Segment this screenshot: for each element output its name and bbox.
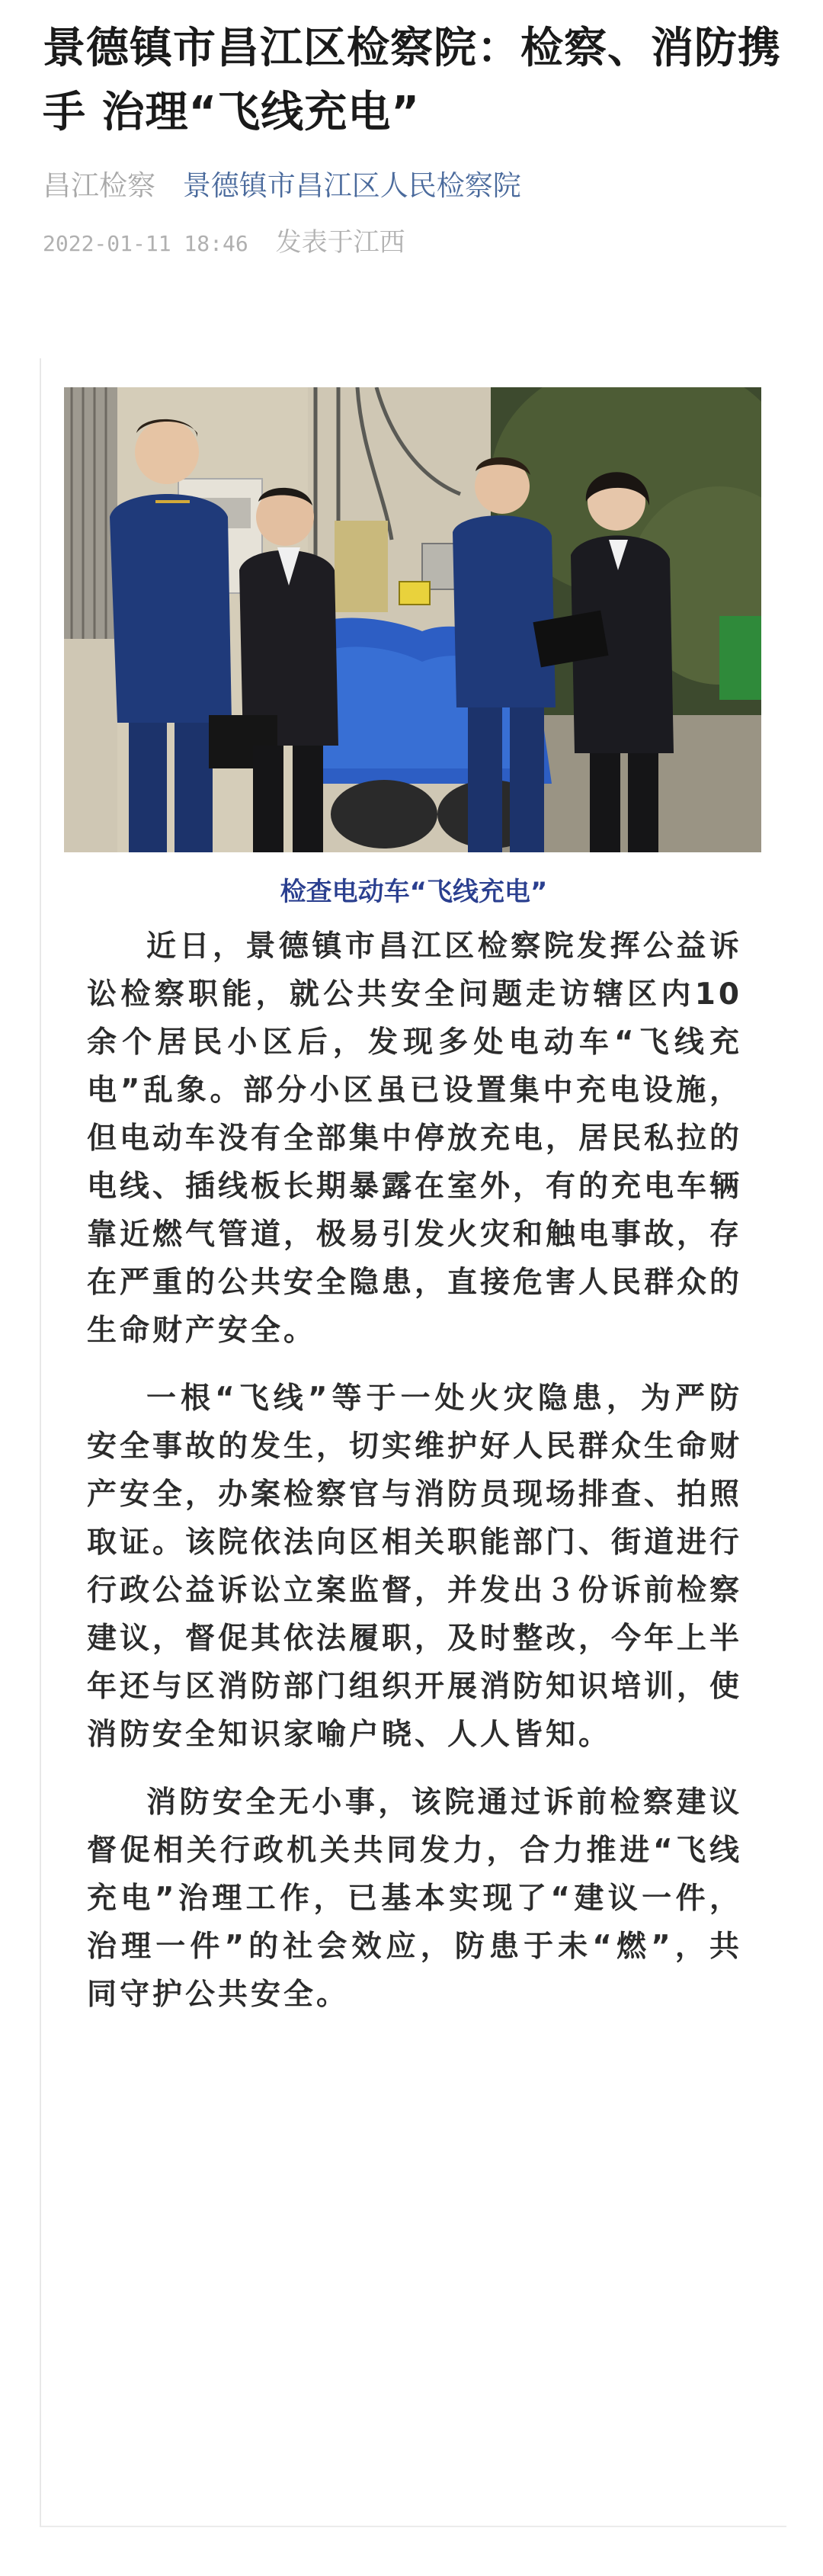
article-content xyxy=(40,358,786,2527)
source-org-link[interactable]: 景德镇市昌江区人民检察院 xyxy=(182,169,521,202)
source-account[interactable]: 昌江检察 xyxy=(43,169,155,202)
meta-row xyxy=(43,227,789,259)
article-body xyxy=(87,922,742,2039)
publish-location: 发表于江西 xyxy=(275,227,405,258)
paragraph: 近日，景德镇市昌江区检察院发挥公益诉讼检察职能，就公共安全问题走访辖区内10余个居民小区后，发现多处电动车“飞线充电”乱象。部分小区虽已设置集中充电设施，但电动车没有全部集中停放充电，居民私拉的电线、插线板长期暴露在室外，有的充电车辆靠近燃气管道，极易引发火灾和触电事故，存在严重的公共安全隐患，直接危害人民群众的生命财产安全。 xyxy=(87,929,743,1348)
inspection-photo[interactable] xyxy=(64,387,761,852)
photo-caption: 检查电动车“飞线充电” xyxy=(280,877,548,907)
article-title: 景德镇市昌江区检察院：检察、消防携手 治理“飞线充电” xyxy=(43,24,781,137)
source-row xyxy=(43,168,789,204)
paragraph: 一根“飞线”等于一处火灾隐患，为严防安全事故的发生，切实维护好人民群众生命财产安全，办案检察官与消防员现场排查、拍照取证。该院依法向区相关职能部门、街道进行行政公益诉讼立案监督，并发出３份诉前检察建议，督促其依法履职，及时整改，今年上半年还与区消防部门组织开展消防知识培训，使消防安全知识家喻户晓、人人皆知。 xyxy=(87,1381,743,1752)
article-header xyxy=(43,17,789,259)
paragraph: 消防安全无小事，该院通过诉前检察建议督促相关行政机关共同发力，合力推进“飞线充电”治理工作，已基本实现了“建议一件，治理一件”的社会效应，防患于未“燃”，共同守护公共安全。 xyxy=(87,1785,742,2012)
publish-time: 2022-01-11 18:46 xyxy=(43,231,248,256)
